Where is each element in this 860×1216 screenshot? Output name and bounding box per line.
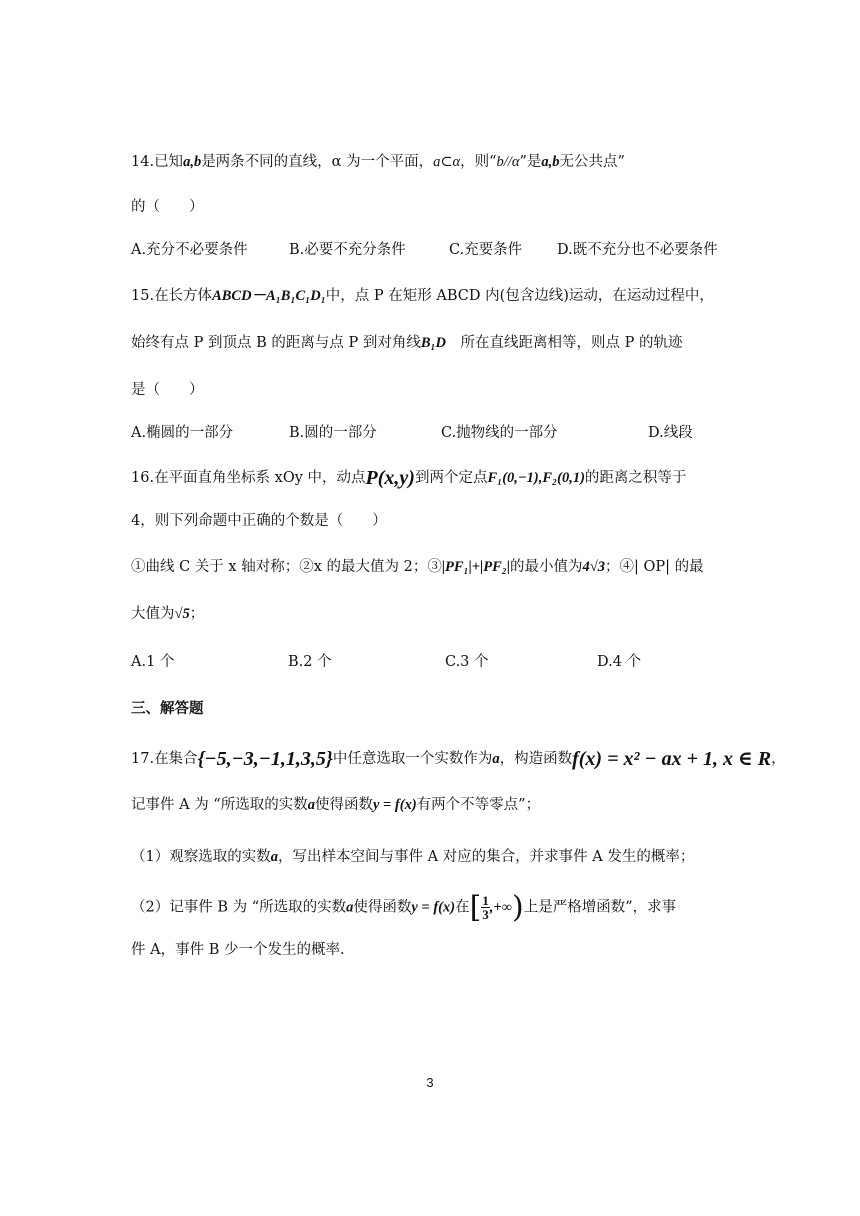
q16-option-b: B.2 个 — [288, 654, 332, 670]
q17-math-yfx: y = f(x) — [372, 797, 417, 813]
q16-stem-line1 — [131, 466, 686, 490]
q14-text: 是两条不同的直线，α 为一个平面， — [201, 154, 434, 170]
q16-option-c: C.3 个 — [445, 654, 489, 670]
q17-math-function: f(x) = x² − ax + 1, x ∈ R — [572, 748, 772, 770]
q17-stem-line1 — [131, 746, 786, 771]
q17-text: 在 — [455, 899, 470, 916]
q14-math-ab: a,b — [183, 154, 202, 170]
q16-math-max: √5 — [174, 606, 190, 622]
q15-math-solid: ABCD－A₁B₁C₁D₁ — [212, 288, 326, 304]
q16-text: 的距离之积等于 — [584, 470, 687, 486]
q14-text: 已知 — [154, 154, 184, 170]
q16-text: 在平面直角坐标系 xOy 中，动点 — [154, 470, 366, 486]
q15-option-b: B.圆的一部分 — [289, 425, 377, 441]
fraction-denominator: 3 — [482, 907, 489, 922]
interval-right-paren: ) — [512, 890, 524, 925]
q16-text: ①曲线 C 关于 x 轴对称；②x 的最大值为 2；③ — [131, 559, 442, 575]
q17-math-a: a — [307, 797, 315, 813]
q17-math-yfx: y = f(x) — [411, 899, 456, 916]
q15-option-a: A.椭圆的一部分 — [131, 425, 234, 441]
q17-part1 — [131, 845, 694, 866]
q17-text: 上是严格增函数”，求事 — [523, 899, 677, 916]
q15-stem-line3: 是（ ） — [131, 382, 204, 398]
q17-text: ，写出样本空间与事件 A 对应的集合，并求事件 A 发生的概率； — [277, 849, 695, 865]
q17-text: 记事件 A 为 “所选取的实数 — [131, 797, 308, 813]
q14-math-subset: a⊂α — [433, 154, 461, 170]
q15-text: 在长方体 — [154, 288, 213, 304]
q17-text: 中任意选取一个实数作为 — [332, 751, 493, 767]
q17-stem-line2 — [131, 793, 540, 814]
q16-text: ；④| OP| 的最 — [605, 559, 704, 575]
q17-text: ， — [771, 751, 786, 767]
q17-part2-line2: 件 A，事件 B 少一个发生的概率. — [131, 942, 345, 958]
interval-left-bracket: [ — [469, 890, 482, 925]
q14-text: 无公共点” — [559, 154, 625, 170]
q16-math-point: P(x,y) — [365, 467, 415, 489]
q16-text: 的最小值为 — [510, 559, 583, 575]
q14-option-b: B.必要不充分条件 — [289, 242, 406, 258]
q16-option-a: A.1 个 — [131, 654, 175, 670]
q17-math-set: {−5,−3,−1,1,3,5} — [197, 748, 333, 770]
q16-text: 大值为 — [131, 606, 175, 622]
fraction-numerator: 1 — [482, 893, 489, 908]
q17-text: 有两个不等零点”； — [416, 797, 541, 813]
q16-number: 16. — [131, 470, 155, 486]
q17-text: ，构造函数 — [499, 751, 573, 767]
q15-option-c: C.抛物线的一部分 — [441, 425, 558, 441]
q16-stem-line2: 4，则下列命题中正确的个数是（ ） — [131, 513, 387, 529]
q17-text: 使得函数 — [314, 797, 373, 813]
interval-fraction — [481, 894, 490, 921]
section-heading: 三、解答题 — [131, 700, 204, 717]
q16-math-foci: F₁(0,−1),F₂(0,1) — [487, 470, 585, 486]
q15-number: 15. — [131, 288, 155, 304]
q17-text: （2）记事件 B 为 “所选取的实数 — [131, 899, 347, 916]
q17-math-a: a — [346, 899, 354, 916]
q16-stem-line4 — [131, 602, 204, 623]
q16-math-min: 4√3 — [582, 559, 605, 575]
q17-text: 在集合 — [154, 751, 198, 767]
page-number: 3 — [426, 1075, 434, 1090]
q16-math-sum: |PF₁|+|PF₂| — [441, 559, 511, 575]
q16-text: 到两个定点 — [414, 470, 488, 486]
q14-text: ”是 — [519, 154, 542, 170]
q14-option-a: A.充分不必要条件 — [131, 242, 248, 258]
q15-text: 始终有点 P 到顶点 B 的距离与点 P 到对角线 — [131, 335, 421, 351]
q17-text: （1）观察选取的实数 — [131, 849, 271, 865]
q15-stem-line1 — [131, 284, 714, 305]
q17-math-a: a — [492, 751, 500, 767]
q16-option-d: D.4 个 — [597, 654, 642, 670]
q14-stem-line1 — [131, 150, 625, 171]
q15-stem-line2 — [131, 331, 683, 352]
q14-option-c: C.充要条件 — [449, 242, 523, 258]
q15-option-d: D.线段 — [648, 425, 693, 441]
q17-math-a: a — [270, 849, 278, 865]
q15-text: 所在直线距离相等，则点 P 的轨迹 — [460, 335, 683, 351]
q15-math-diagonal: B₁D — [420, 335, 447, 351]
q15-text: 中，点 P 在矩形 ABCD 内(包含边线)运动，在运动过程中， — [325, 288, 714, 304]
q14-option-d: D.既不充分也不必要条件 — [557, 242, 718, 258]
q16-text: ； — [189, 606, 205, 622]
q16-stem-line3 — [131, 555, 704, 576]
q14-math-parallel: b//α — [496, 154, 520, 170]
q14-math-ab: a,b — [541, 154, 560, 170]
q17-part2-line1 — [131, 890, 676, 925]
q14-stem-line2: 的（ ） — [131, 199, 204, 215]
q14-number: 14. — [131, 154, 155, 170]
q17-number: 17. — [131, 751, 155, 767]
q17-text: 使得函数 — [353, 899, 412, 916]
q14-text: ，则“ — [460, 154, 497, 170]
interval-rest: ,+∞ — [489, 899, 513, 916]
